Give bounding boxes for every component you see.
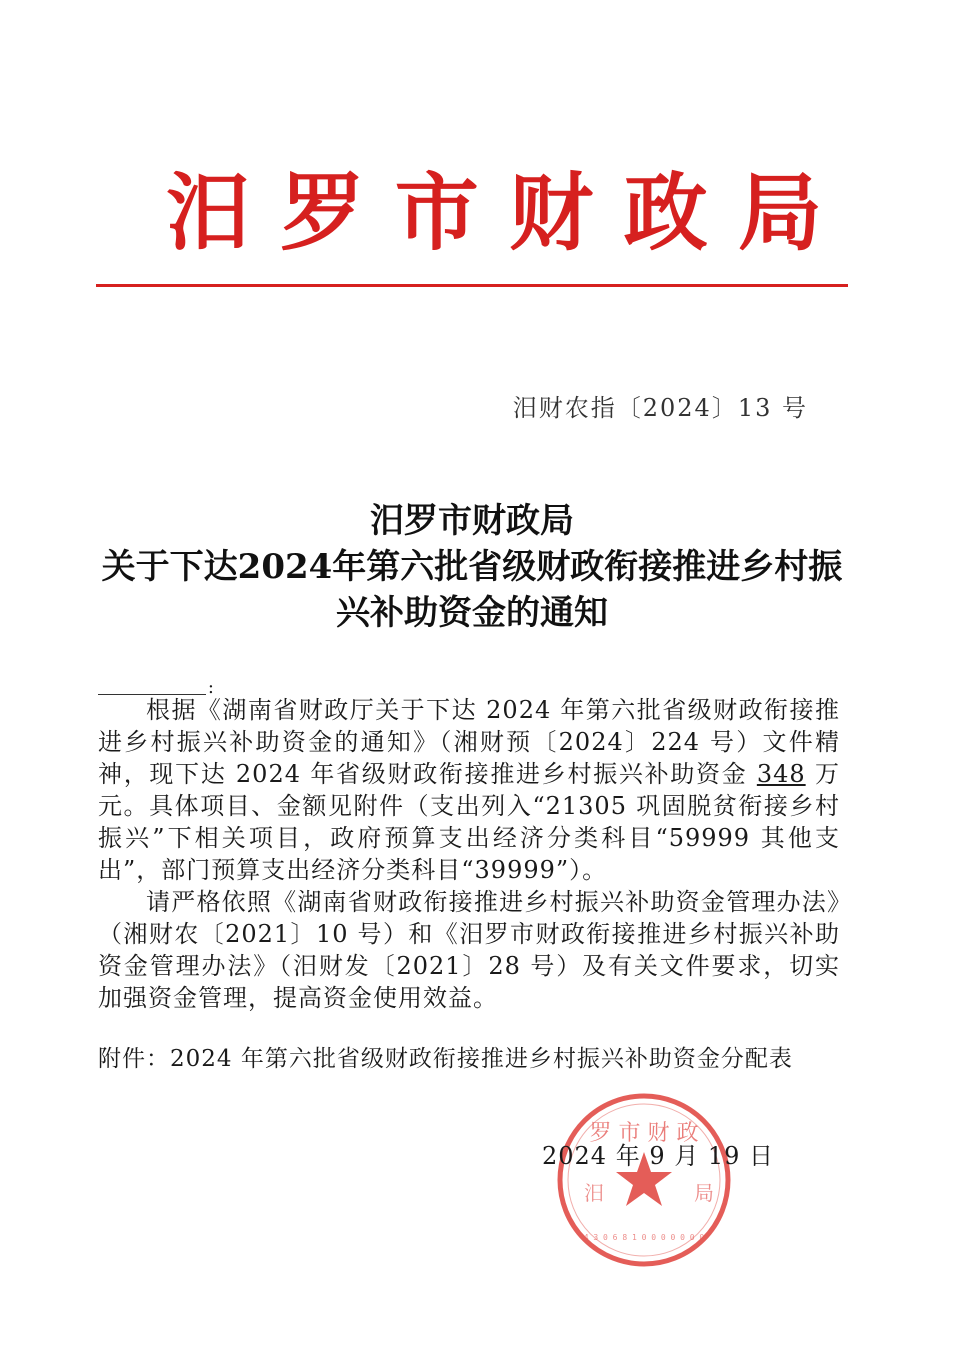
masthead-char: 政 bbox=[623, 163, 708, 262]
attachment-line: 附件：2024 年第六批省级财政衔接推进乡村振兴补助资金分配表 bbox=[98, 1046, 793, 1072]
document-body bbox=[98, 694, 840, 1014]
svg-text:局: 局 bbox=[694, 1181, 714, 1205]
masthead-char: 汨 bbox=[166, 163, 251, 262]
title-line-1: 汨罗市财政局 bbox=[370, 501, 574, 541]
masthead-char: 财 bbox=[509, 163, 594, 262]
official-seal-icon bbox=[544, 1090, 744, 1270]
body-paragraph-1 bbox=[98, 694, 840, 886]
title-line-2: 关于下达2024年第六批省级财政衔接推进乡村振 bbox=[101, 547, 843, 587]
document-number: 汨财农指〔2024〕13 号 bbox=[512, 394, 808, 422]
paragraph-1-text-a: 根据《湖南省财政厅关于下达 2024 年第六批省级财政衔接推进乡村振兴补助资金的通知》（湘财预〔2024〕224 号）文件精神，现下达 2024 年省级财政衔接推进乡村振兴补助资金 bbox=[98, 696, 840, 788]
masthead-char: 市 bbox=[394, 163, 479, 262]
masthead-divider bbox=[96, 284, 848, 287]
masthead bbox=[96, 163, 848, 262]
body-paragraph-2: 请严格依照《湖南省财政衔接推进乡村振兴补助资金管理办法》（湘财农〔2021〕10 号）和《汨罗市财政衔接推进乡村振兴补助资金管理办法》（汨财发〔2021〕28 号）及有关文件要求，切实加强资金管理，提高资金使用效益。 bbox=[98, 888, 840, 1012]
svg-text:罗 市 财 政: 罗 市 财 政 bbox=[589, 1121, 699, 1146]
masthead-char: 罗 bbox=[280, 163, 365, 262]
fund-amount: 348 bbox=[756, 760, 806, 788]
masthead-char: 局 bbox=[737, 163, 822, 262]
document-title bbox=[96, 498, 848, 636]
svg-text:4 3 0 6 8 1 0 0 0 0 0 0 0: 4 3 0 6 8 1 0 0 0 0 0 0 0 bbox=[583, 1233, 705, 1242]
svg-text:汨: 汨 bbox=[584, 1181, 604, 1205]
issue-date: 2024 年 9 月 19 日 bbox=[542, 1142, 775, 1170]
paragraph-1-text-b: 万元。具体项目、金额见附件（支出列入“21305 巩固脱贫衔接乡村振兴”下相关项目，政府预算支出经济分类科目“59999 其他支出”，部门预算支出经济分类科目“39999”）。 bbox=[98, 760, 840, 884]
salutation-blank bbox=[98, 672, 214, 698]
salutation-colon: : bbox=[207, 677, 214, 698]
title-line-3: 兴补助资金的通知 bbox=[336, 593, 608, 633]
